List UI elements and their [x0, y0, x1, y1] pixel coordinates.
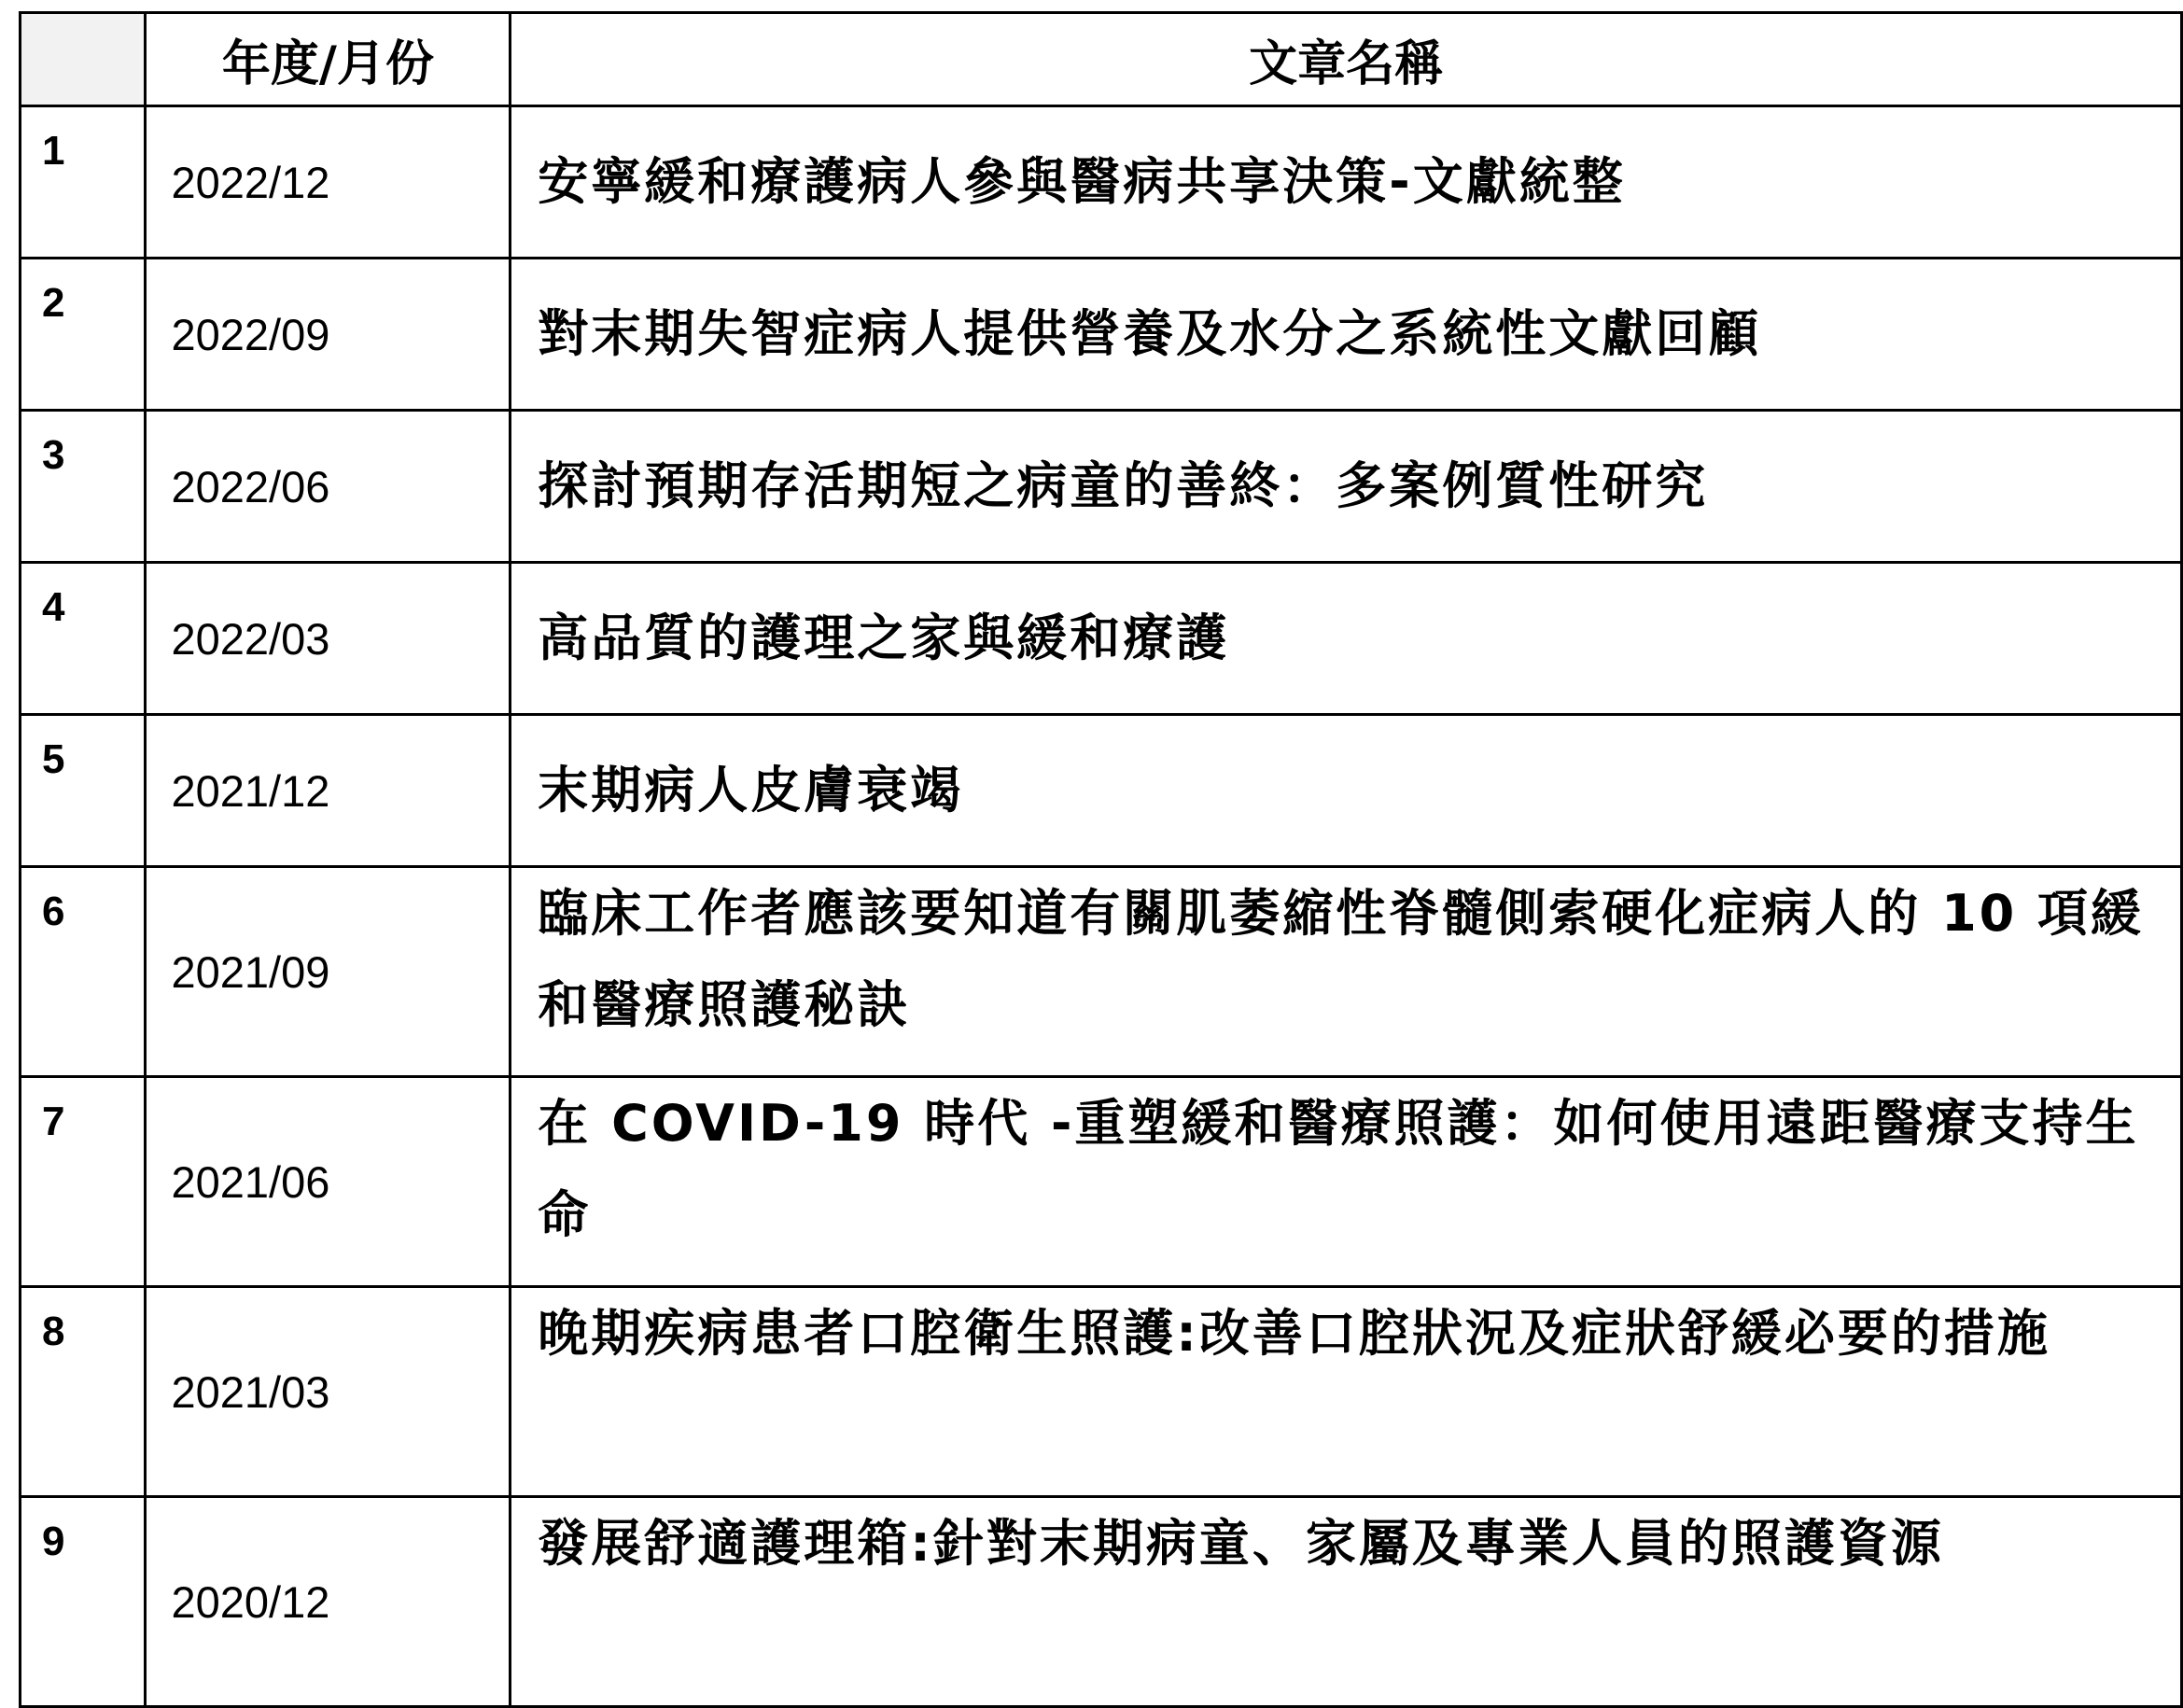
table-row — [21, 563, 2182, 715]
row-date: 2021/06 — [146, 1077, 511, 1287]
row-title: 晚期疾病患者口腔衛生照護:改善口腔狀況及症狀舒緩必要的措施 — [511, 1287, 2182, 1497]
row-number: 7 — [21, 1077, 146, 1287]
row-date: 2022/12 — [146, 106, 511, 259]
table-row — [21, 1497, 2182, 1707]
table-row — [21, 1077, 2182, 1287]
header-row — [21, 13, 2182, 106]
row-title: 末期病人皮膚衰竭 — [511, 715, 2182, 867]
row-number: 6 — [21, 867, 146, 1077]
header-number — [21, 13, 146, 106]
row-number: 3 — [21, 411, 146, 563]
header-title: 文章名稱 — [511, 13, 2182, 106]
table-row — [21, 411, 2182, 563]
row-date: 2021/03 — [146, 1287, 511, 1497]
row-title: 對末期失智症病人提供營養及水分之系統性文獻回顧 — [511, 259, 2182, 411]
row-number: 1 — [21, 106, 146, 259]
document-page — [19, 11, 2183, 1708]
row-date: 2020/12 — [146, 1497, 511, 1707]
row-title: 臨床工作者應該要知道有關肌萎縮性脊髓側索硬化症病人的 10 項緩和醫療照護秘訣 — [511, 867, 2182, 1077]
row-number: 4 — [21, 563, 146, 715]
row-title: 探討預期存活期短之病童的善終：多案例質性研究 — [511, 411, 2182, 563]
article-table — [19, 11, 2183, 1708]
row-title: 安寧緩和療護病人參與醫病共享決策-文獻統整 — [511, 106, 2182, 259]
table-row — [21, 715, 2182, 867]
row-date: 2021/12 — [146, 715, 511, 867]
row-number: 8 — [21, 1287, 146, 1497]
table-row — [21, 259, 2182, 411]
row-date: 2022/06 — [146, 411, 511, 563]
row-date: 2022/03 — [146, 563, 511, 715]
row-number: 5 — [21, 715, 146, 867]
table-row — [21, 867, 2182, 1077]
row-number: 2 — [21, 259, 146, 411]
table-row — [21, 1287, 2182, 1497]
table-row — [21, 106, 2182, 259]
row-number: 9 — [21, 1497, 146, 1707]
row-title: 發展舒適護理箱:針對末期病童、家屬及專業人員的照護資源 — [511, 1497, 2182, 1707]
row-title: 高品質的護理之家與緩和療護 — [511, 563, 2182, 715]
row-date: 2021/09 — [146, 867, 511, 1077]
header-date: 年度/月份 — [146, 13, 511, 106]
row-date: 2022/09 — [146, 259, 511, 411]
row-title: 在 COVID-19 時代 -重塑緩和醫療照護：如何使用遠距醫療支持生命 — [511, 1077, 2182, 1287]
